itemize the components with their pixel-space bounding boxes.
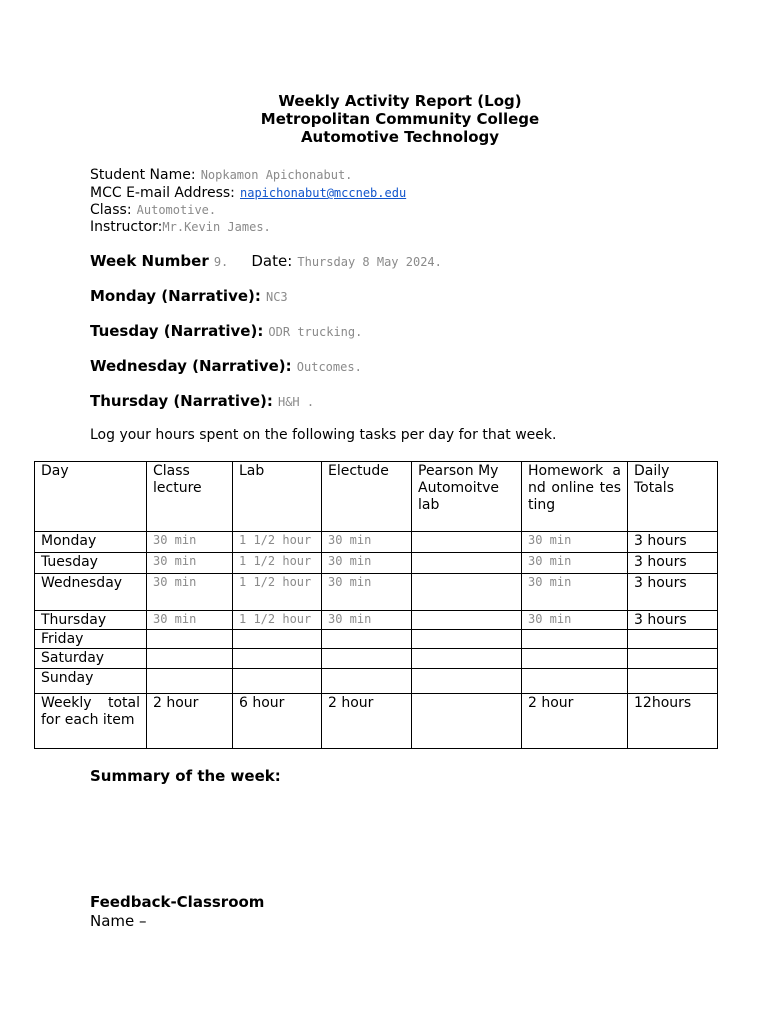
instructor-label: Instructor:: [90, 219, 163, 235]
entry-cell[interactable]: 30 min: [322, 553, 412, 574]
entry-cell[interactable]: [412, 553, 522, 574]
table-row: [35, 630, 718, 649]
entry-cell[interactable]: 30 min: [147, 532, 233, 553]
narrative-tuesday: [90, 321, 362, 340]
date-label: Date:: [251, 252, 293, 270]
day-cell: Monday: [35, 532, 147, 553]
header-cell: Daily Totals: [628, 462, 718, 532]
table-totals-row: [35, 694, 718, 749]
header-text: Pearson My Automoitve lab: [418, 463, 499, 513]
entry-cell[interactable]: [412, 630, 522, 649]
total-cell[interactable]: 2 hour: [522, 694, 628, 749]
narrative-value[interactable]: H&H .: [277, 395, 315, 409]
week-line: [90, 251, 442, 270]
entry-cell[interactable]: [322, 669, 412, 694]
entry-cell[interactable]: [522, 669, 628, 694]
entry-cell[interactable]: 30 min: [522, 574, 628, 611]
class-value[interactable]: Automotive.: [136, 203, 217, 217]
day-cell: Saturday: [35, 649, 147, 669]
totals-label-cell: Weekly total for each item: [35, 694, 147, 749]
entry-cell[interactable]: [522, 630, 628, 649]
student-name-label: Student Name:: [90, 167, 196, 183]
week-number-value[interactable]: 9.: [213, 255, 229, 269]
entry-cell[interactable]: [233, 669, 322, 694]
daily-total-cell[interactable]: 3 hours: [628, 574, 718, 611]
daily-total-cell[interactable]: [628, 669, 718, 694]
narrative-label: Monday (Narrative):: [90, 287, 261, 305]
entry-cell[interactable]: [147, 669, 233, 694]
summary-heading: Summary of the week:: [90, 767, 281, 785]
header-cell: [412, 462, 522, 532]
day-cell: Friday: [35, 630, 147, 649]
program-name: Automotive Technology: [300, 128, 500, 146]
entry-cell[interactable]: 30 min: [322, 532, 412, 553]
entry-cell[interactable]: 30 min: [522, 611, 628, 630]
hours-log-table: [34, 461, 718, 749]
college-name: Metropolitan Community College: [260, 110, 540, 128]
email-label: MCC E-mail Address:: [90, 185, 235, 201]
feedback-name[interactable]: Name –: [90, 912, 147, 930]
narrative-value[interactable]: ODR trucking.: [268, 325, 363, 339]
header-cell: Lab: [233, 462, 322, 532]
entry-cell[interactable]: 1 1/2 hour: [233, 532, 322, 553]
entry-cell[interactable]: [522, 649, 628, 669]
entry-cell[interactable]: 30 min: [522, 532, 628, 553]
daily-total-cell[interactable]: [628, 649, 718, 669]
entry-cell[interactable]: [412, 574, 522, 611]
entry-cell[interactable]: [147, 630, 233, 649]
entry-cell[interactable]: [412, 611, 522, 630]
entry-cell[interactable]: 30 min: [147, 553, 233, 574]
table-row: [35, 553, 718, 574]
daily-total-cell[interactable]: [628, 630, 718, 649]
narrative-thursday: [90, 391, 314, 410]
student-name-line: [90, 164, 352, 183]
entry-cell[interactable]: 30 min: [322, 574, 412, 611]
instructor-line: [90, 216, 271, 235]
total-cell[interactable]: [412, 694, 522, 749]
day-cell: Thursday: [35, 611, 147, 630]
entry-cell[interactable]: [322, 649, 412, 669]
table-header-row: [35, 462, 718, 532]
entry-cell[interactable]: 1 1/2 hour: [233, 574, 322, 611]
entry-cell[interactable]: [233, 630, 322, 649]
day-cell: Sunday: [35, 669, 147, 694]
narrative-value[interactable]: NC3: [265, 290, 288, 304]
week-number-label: Week Number: [90, 252, 209, 270]
entry-cell[interactable]: [412, 649, 522, 669]
entry-cell[interactable]: 1 1/2 hour: [233, 553, 322, 574]
day-cell: Tuesday: [35, 553, 147, 574]
total-cell[interactable]: 6 hour: [233, 694, 322, 749]
header-cell: Day: [35, 462, 147, 532]
table-row: [35, 574, 718, 611]
email-link[interactable]: napichonabut@mccneb.edu: [240, 186, 407, 200]
header-cell: Class lecture: [147, 462, 233, 532]
instructor-value[interactable]: Mr.Kevin James.: [162, 220, 271, 234]
total-cell[interactable]: 2 hour: [147, 694, 233, 749]
narrative-value[interactable]: Outcomes.: [296, 360, 362, 374]
entry-cell[interactable]: 30 min: [522, 553, 628, 574]
narrative-label: Thursday (Narrative):: [90, 392, 273, 410]
date-value[interactable]: Thursday 8 May 2024.: [297, 255, 442, 269]
entry-cell[interactable]: [233, 649, 322, 669]
narrative-label: Tuesday (Narrative):: [90, 322, 264, 340]
entry-cell[interactable]: 30 min: [322, 611, 412, 630]
table-row: [35, 532, 718, 553]
narrative-monday: [90, 286, 288, 305]
entry-cell[interactable]: [412, 532, 522, 553]
entry-cell[interactable]: [412, 669, 522, 694]
daily-total-cell[interactable]: 3 hours: [628, 553, 718, 574]
entry-cell[interactable]: 30 min: [147, 611, 233, 630]
student-name-value[interactable]: Nopkamon Apichonabut.: [200, 168, 353, 182]
grand-total-cell[interactable]: 12hours: [628, 694, 718, 749]
day-cell: Wednesday: [35, 574, 147, 611]
narrative-label: Wednesday (Narrative):: [90, 357, 292, 375]
header-cell: Homework and online testing: [522, 462, 628, 532]
table-row: [35, 669, 718, 694]
entry-cell[interactable]: 1 1/2 hour: [233, 611, 322, 630]
feedback-heading: Feedback-Classroom: [90, 893, 265, 911]
log-instructions: Log your hours spent on the following tasks per day for that week.: [90, 427, 557, 443]
header-cell: Electude: [322, 462, 412, 532]
daily-total-cell[interactable]: 3 hours: [628, 532, 718, 553]
class-label: Class:: [90, 202, 132, 218]
entry-cell[interactable]: 30 min: [147, 574, 233, 611]
entry-cell[interactable]: [322, 630, 412, 649]
total-cell[interactable]: 2 hour: [322, 694, 412, 749]
report-title: Weekly Activity Report (Log): [278, 92, 522, 110]
daily-total-cell[interactable]: 3 hours: [628, 611, 718, 630]
table-row: [35, 649, 718, 669]
entry-cell[interactable]: [147, 649, 233, 669]
table-row: [35, 611, 718, 630]
narrative-wednesday: [90, 356, 362, 375]
